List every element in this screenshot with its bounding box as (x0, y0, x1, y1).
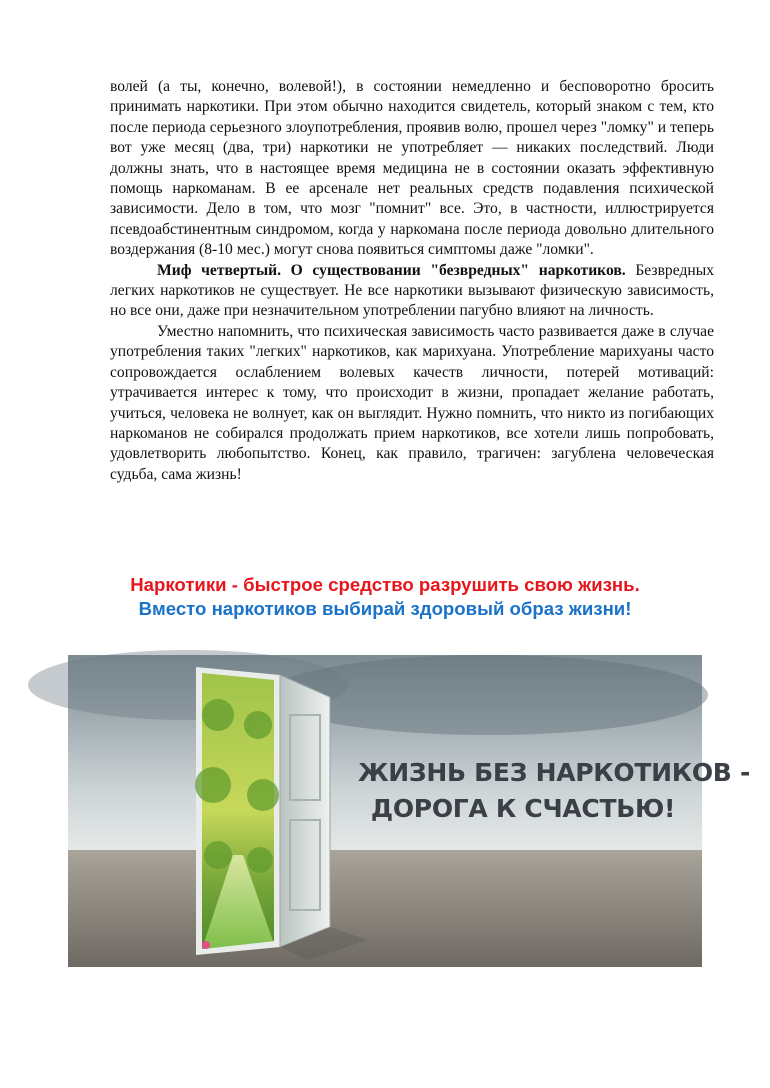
poster-title-line1: ЖИЗНЬ БЕЗ НАРКОТИКОВ - (358, 758, 751, 787)
slogan-red: Наркотики - быстрое средство разрушить свою жизнь. (130, 574, 640, 595)
poster-title (358, 755, 751, 827)
paragraph-psychological-dependence: Уместно напомнить, что психическая зависимость часто развивается даже в случае употребления таких "легких" наркотиков, как марихуана. Употребление марихуаны часто сопровождается ослаблением волевых качеств личности, потерей мотиваций: утрачивается интерес к тому, что происходит в жизни, пропадает желание работать, учиться, человека не волнует, как он выглядит. Нужно помнить, что никто из погибающих наркоманов не собирался продолжать прием наркотиков, все хотели лишь попробовать, удовлетворить любопытство. Конец, как правило, трагичен: загублена человеческая судьба, сама жизнь! (110, 322, 714, 483)
myth-four-heading: Миф четвертый. О существовании "безвредных" наркотиков. (157, 261, 626, 279)
body-text (110, 77, 714, 485)
poster-title-line2: ДОРОГА К СЧАСТЬЮ! (370, 794, 676, 823)
paragraph-continuation: волей (а ты, конечно, волевой!), в состоянии немедленно и бесповоротно бросить принимать наркотики. При этом обычно находится свидетель, который знаком с тем, кто после периода серьезного злоупотребления, проявив волю, прошел через "ломку" и теперь вот уже месяц (два, три) наркотики не употребляет — никаких последствий. Люди должны знать, что в настоящее время медицина не в состоянии оказать эффективную помощь наркоманам. В ее арсенале нет реальных средств подавления психической зависимости. Дело в том, что мозг "помнит" все. Это, в частности, иллюстрируется псевдоабстинентным синдромом, когда у наркомана после периода довольно длительного воздержания (8-10 мес.) могут снова появиться симптомы даже "ломки". (110, 78, 714, 259)
myth-four-body: Безвредных легких наркотиков не существует. Не все наркотики вызывают физическую зависимость, но все они, даже при незначительном употреблении пагубно влияют на личность. (110, 261, 714, 320)
paragraph-myth-four (110, 261, 714, 322)
slogan-blue: Вместо наркотиков выбирай здоровый образ жизни! (138, 598, 632, 619)
poster-image (68, 655, 751, 967)
